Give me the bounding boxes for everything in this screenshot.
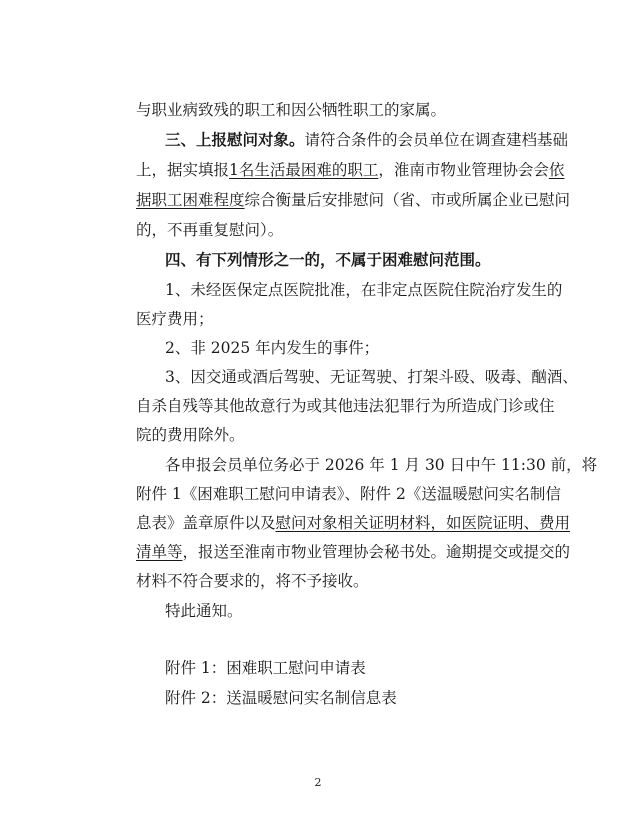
body-text: 1、未经医保定点医院批准，在非定点医院住院治疗发生的: [165, 281, 563, 299]
paragraph-line: [136, 220, 283, 240]
underlined-text: 依: [548, 161, 565, 179]
list-item: [165, 338, 379, 358]
body-text: 院的费用除外。: [136, 426, 245, 444]
paragraph-line: [136, 571, 369, 591]
list-item: [165, 280, 562, 300]
section-4-heading: [165, 250, 491, 270]
body-text: 请符合条件的会员单位在调查建档基础: [304, 131, 569, 149]
section-3-line: [165, 130, 568, 150]
paragraph-line: [136, 160, 564, 180]
body-text: 与职业病致残的职工和因公牺牲职工的家属。: [136, 101, 447, 119]
body-text: 附件 1《困难职工慰问申请表》、附件 2《送温暖慰问实名制信: [136, 485, 561, 503]
body-text: 2、非 2025 年内发生的事件；: [165, 339, 380, 357]
underlined-text: 1名生活最困难的职工: [229, 161, 379, 179]
list-item-continuation: [136, 425, 245, 445]
paragraph-line: [136, 100, 446, 120]
attachment-text: 附件 2：送温暖慰问实名制信息表: [165, 689, 397, 707]
closing-line: [165, 601, 243, 621]
underlined-text: 据职工困难程度: [136, 191, 245, 209]
paragraph-line: [136, 484, 561, 504]
paragraph-line: [136, 542, 570, 562]
body-text: 自杀自残等其他故意行为或其他违法犯罪行为所造成门诊或住: [136, 397, 555, 415]
body-text: 上，据实填报: [136, 161, 230, 179]
body-text: ，报送至淮南市物业管理协会秘书处。逾期提交或提交的: [182, 543, 571, 561]
paragraph-line: [165, 455, 597, 475]
heading-text: 四、有下列情形之一的，不属于困难慰问范围。: [165, 250, 491, 269]
closing-text: 特此通知。: [165, 602, 243, 620]
body-text: ，淮南市物业管理协会会: [378, 161, 549, 179]
attachment-2: [165, 688, 397, 708]
list-item-continuation: [136, 396, 555, 416]
underlined-text: 慰问对象相关证明材料，如医院证明、费用: [275, 514, 571, 532]
body-text: 的，不再重复慰问）。: [136, 221, 284, 239]
underlined-text: 清单等: [136, 543, 183, 561]
list-item: [165, 367, 578, 387]
paragraph-line: [136, 190, 570, 210]
section-3-heading: 三、上报慰问对象。: [165, 130, 305, 149]
paragraph-line: [136, 513, 570, 533]
body-text: 综合衡量后安排慰问（省、市或所属企业已慰问: [244, 191, 571, 209]
body-text: 息表》盖章原件以及: [136, 514, 276, 532]
attachment-1: [165, 658, 366, 678]
list-item-continuation: [136, 309, 214, 329]
body-text: 医疗费用；: [136, 310, 214, 328]
attachment-text: 附件 1：困难职工慰问申请表: [165, 659, 366, 677]
body-text: 3、因交通或酒后驾驶、无证驾驶、打架斗殴、吸毒、酗酒、: [165, 368, 578, 386]
body-text: 各申报会员单位务必于 2026 年 1 月 30 日中午 11:30 前，将: [165, 456, 598, 474]
page-number: 2: [314, 776, 322, 789]
body-text: 材料不符合要求的，将不予接收。: [136, 572, 369, 590]
